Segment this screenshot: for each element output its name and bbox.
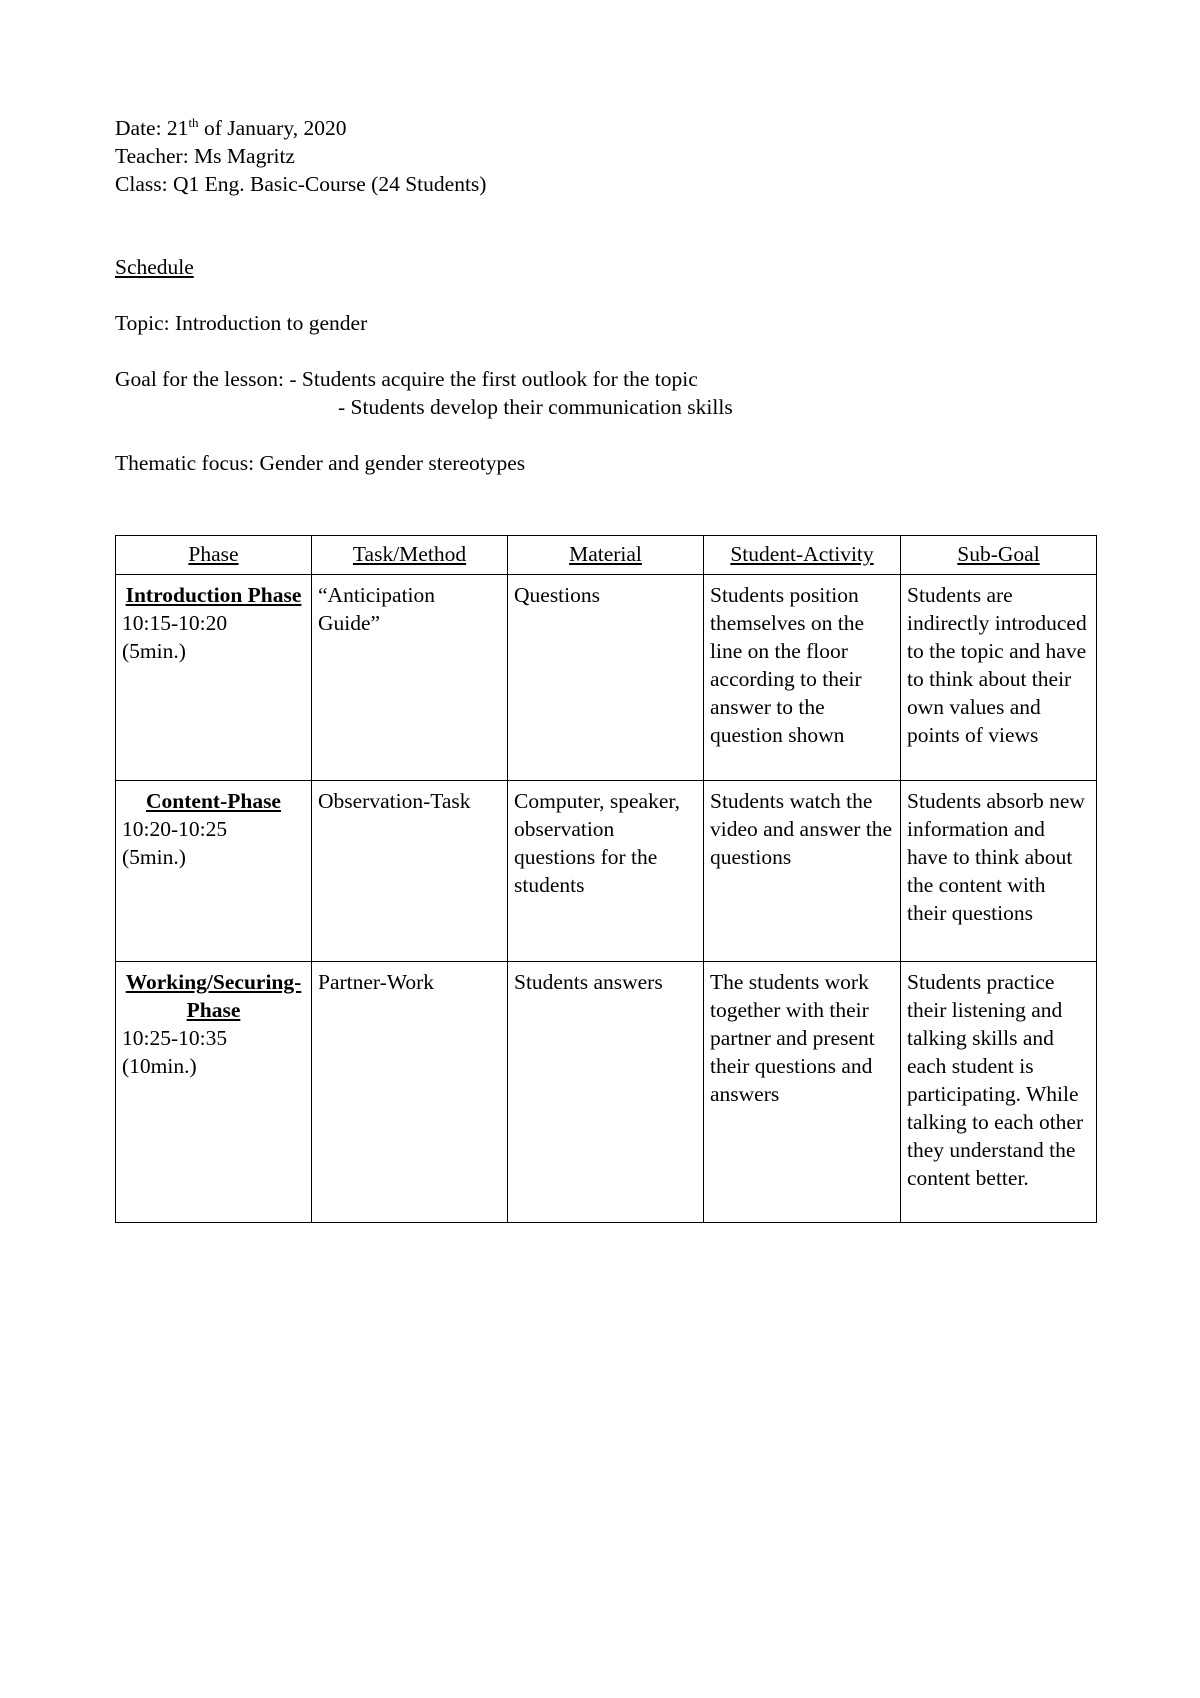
material-cell: Questions (508, 575, 704, 781)
task-cell: “Anticipation Guide” (312, 575, 508, 781)
task-cell: Partner-Work (312, 962, 508, 1223)
teacher-line: Teacher: Ms Magritz (115, 144, 295, 168)
activity-cell: Students position themselves on the line on the floor according to their answer to the question shown (704, 575, 901, 781)
subgoal-cell: Students absorb new information and have to think about the content with their questions (901, 781, 1097, 962)
phase-cell (116, 962, 312, 1223)
table-row (116, 962, 1097, 1223)
activity-cell: Students watch the video and answer the questions (704, 781, 901, 962)
material-cell: Students answers (508, 962, 704, 1223)
phase-name: Introduction Phase (125, 583, 302, 607)
phase-duration: (5min.) (122, 845, 186, 869)
phase-cell (116, 575, 312, 781)
schedule-heading: Schedule (115, 255, 194, 279)
thematic-focus-line: Thematic focus: Gender and gender stereotypes (115, 451, 526, 475)
table-row (116, 575, 1097, 781)
goal-line: Goal for the lesson: - Students acquire the first outlook for the topic (115, 367, 698, 391)
phase-duration: (10min.) (122, 1054, 197, 1078)
table-header-row (116, 536, 1097, 575)
header-task-method: Task/Method (312, 536, 508, 575)
phase-duration: (5min.) (122, 639, 186, 663)
subgoal-cell: Students are indirectly introduced to the topic and have to think about their own values and points of views (901, 575, 1097, 781)
phase-time: 10:20-10:25 (122, 817, 228, 841)
phase-time: 10:15-10:20 (122, 611, 228, 635)
phase-cell (116, 781, 312, 962)
class-line: Class: Q1 Eng. Basic-Course (24 Students) (115, 172, 487, 196)
header-material: Material (508, 536, 704, 575)
header-sub-goal: Sub-Goal (901, 536, 1097, 575)
schedule-table (115, 535, 1097, 1223)
phase-name: Content-Phase (146, 789, 281, 813)
date-prefix: Date: 21 (115, 116, 189, 140)
table-row (116, 781, 1097, 962)
subgoal-cell: Students practice their listening and talking skills and each student is participating. While talking to each other they understand the content better. (901, 962, 1097, 1223)
date-suffix: of January, 2020 (198, 116, 347, 140)
topic-line: Topic: Introduction to gender (115, 311, 368, 335)
task-cell: Observation-Task (312, 781, 508, 962)
phase-time: 10:25-10:35 (122, 1026, 228, 1050)
header-student-activity: Student-Activity (704, 536, 901, 575)
date-superscript: th (188, 115, 199, 130)
material-cell: Computer, speaker, observation questions for the students (508, 781, 704, 962)
activity-cell: The students work together with their partner and present their questions and answers (704, 962, 901, 1223)
phase-name: Working/Securing-Phase (125, 970, 302, 1022)
goal-second-line: - Students develop their communication skills (338, 395, 733, 419)
header-phase: Phase (116, 536, 312, 575)
date-line (115, 114, 346, 142)
